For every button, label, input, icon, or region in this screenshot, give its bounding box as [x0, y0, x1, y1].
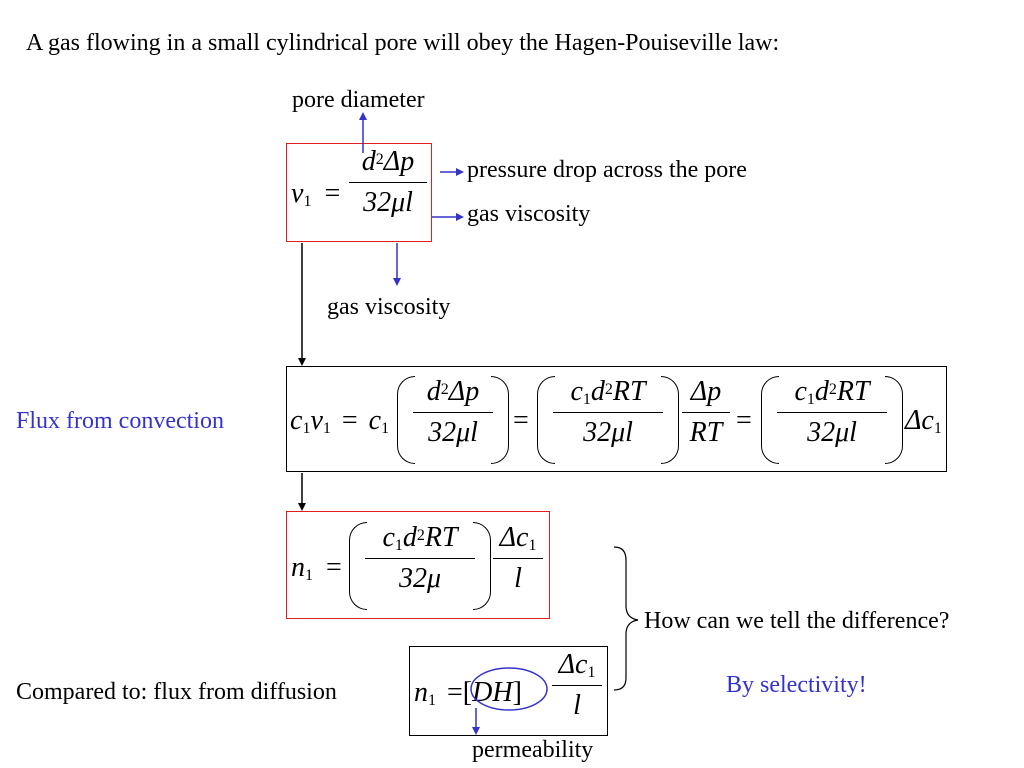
- eq2-fraction-3: Δp RT: [682, 378, 730, 447]
- eq1-lhs: $v_1$ =: [291, 178, 341, 210]
- permeability-ellipse: [471, 668, 547, 710]
- eq2-tail: $\Delta c_1$: [905, 405, 942, 437]
- compared-to-label: Compared to: flux from diffusion: [16, 679, 337, 705]
- flux-convection-label: Flux from convection: [16, 408, 224, 434]
- eq2-fraction-1: $d^2\Delta p$ 32μl: [413, 378, 493, 447]
- eq2-equals-1: =: [513, 405, 529, 436]
- eq1-fraction: $d^2\Delta p$ 32μl: [349, 148, 427, 217]
- pressure-drop-label: pressure drop across the pore: [467, 157, 747, 183]
- eq4-lhs: $n_1 =[DH]$: [414, 677, 522, 709]
- gas-viscosity-right-label: gas viscosity: [467, 201, 591, 227]
- question-text: How can we tell the difference?: [644, 608, 950, 634]
- intro-text: A gas flowing in a small cylindrical pore will obey the Hagen-Pouiseville law:: [26, 30, 780, 56]
- eq2-fraction-2: $c_1d^2RT$ 32μl: [553, 378, 663, 447]
- eq3-lhs: $n_1$ =: [291, 552, 342, 584]
- eq2-fraction-4: $c_1d^2RT$ 32μl: [777, 378, 887, 447]
- eq3-fraction-1: $c_1d^2RT$ 32μ: [365, 524, 475, 593]
- eq4-fraction: $\Delta c_1$ l: [552, 651, 602, 720]
- permeability-label: permeability: [472, 737, 594, 763]
- pore-diameter-label: pore diameter: [292, 87, 425, 113]
- eq2-equals-2: =: [736, 405, 752, 436]
- dh-term: DH: [472, 677, 513, 708]
- answer-text: By selectivity!: [726, 672, 867, 698]
- eq2-lhs: $c_1v_1 = c_1$: [290, 405, 390, 437]
- curly-brace: [614, 547, 638, 690]
- gas-viscosity-below-label: gas viscosity: [327, 294, 451, 320]
- eq3-fraction-2: $\Delta c_1$ l: [493, 524, 543, 593]
